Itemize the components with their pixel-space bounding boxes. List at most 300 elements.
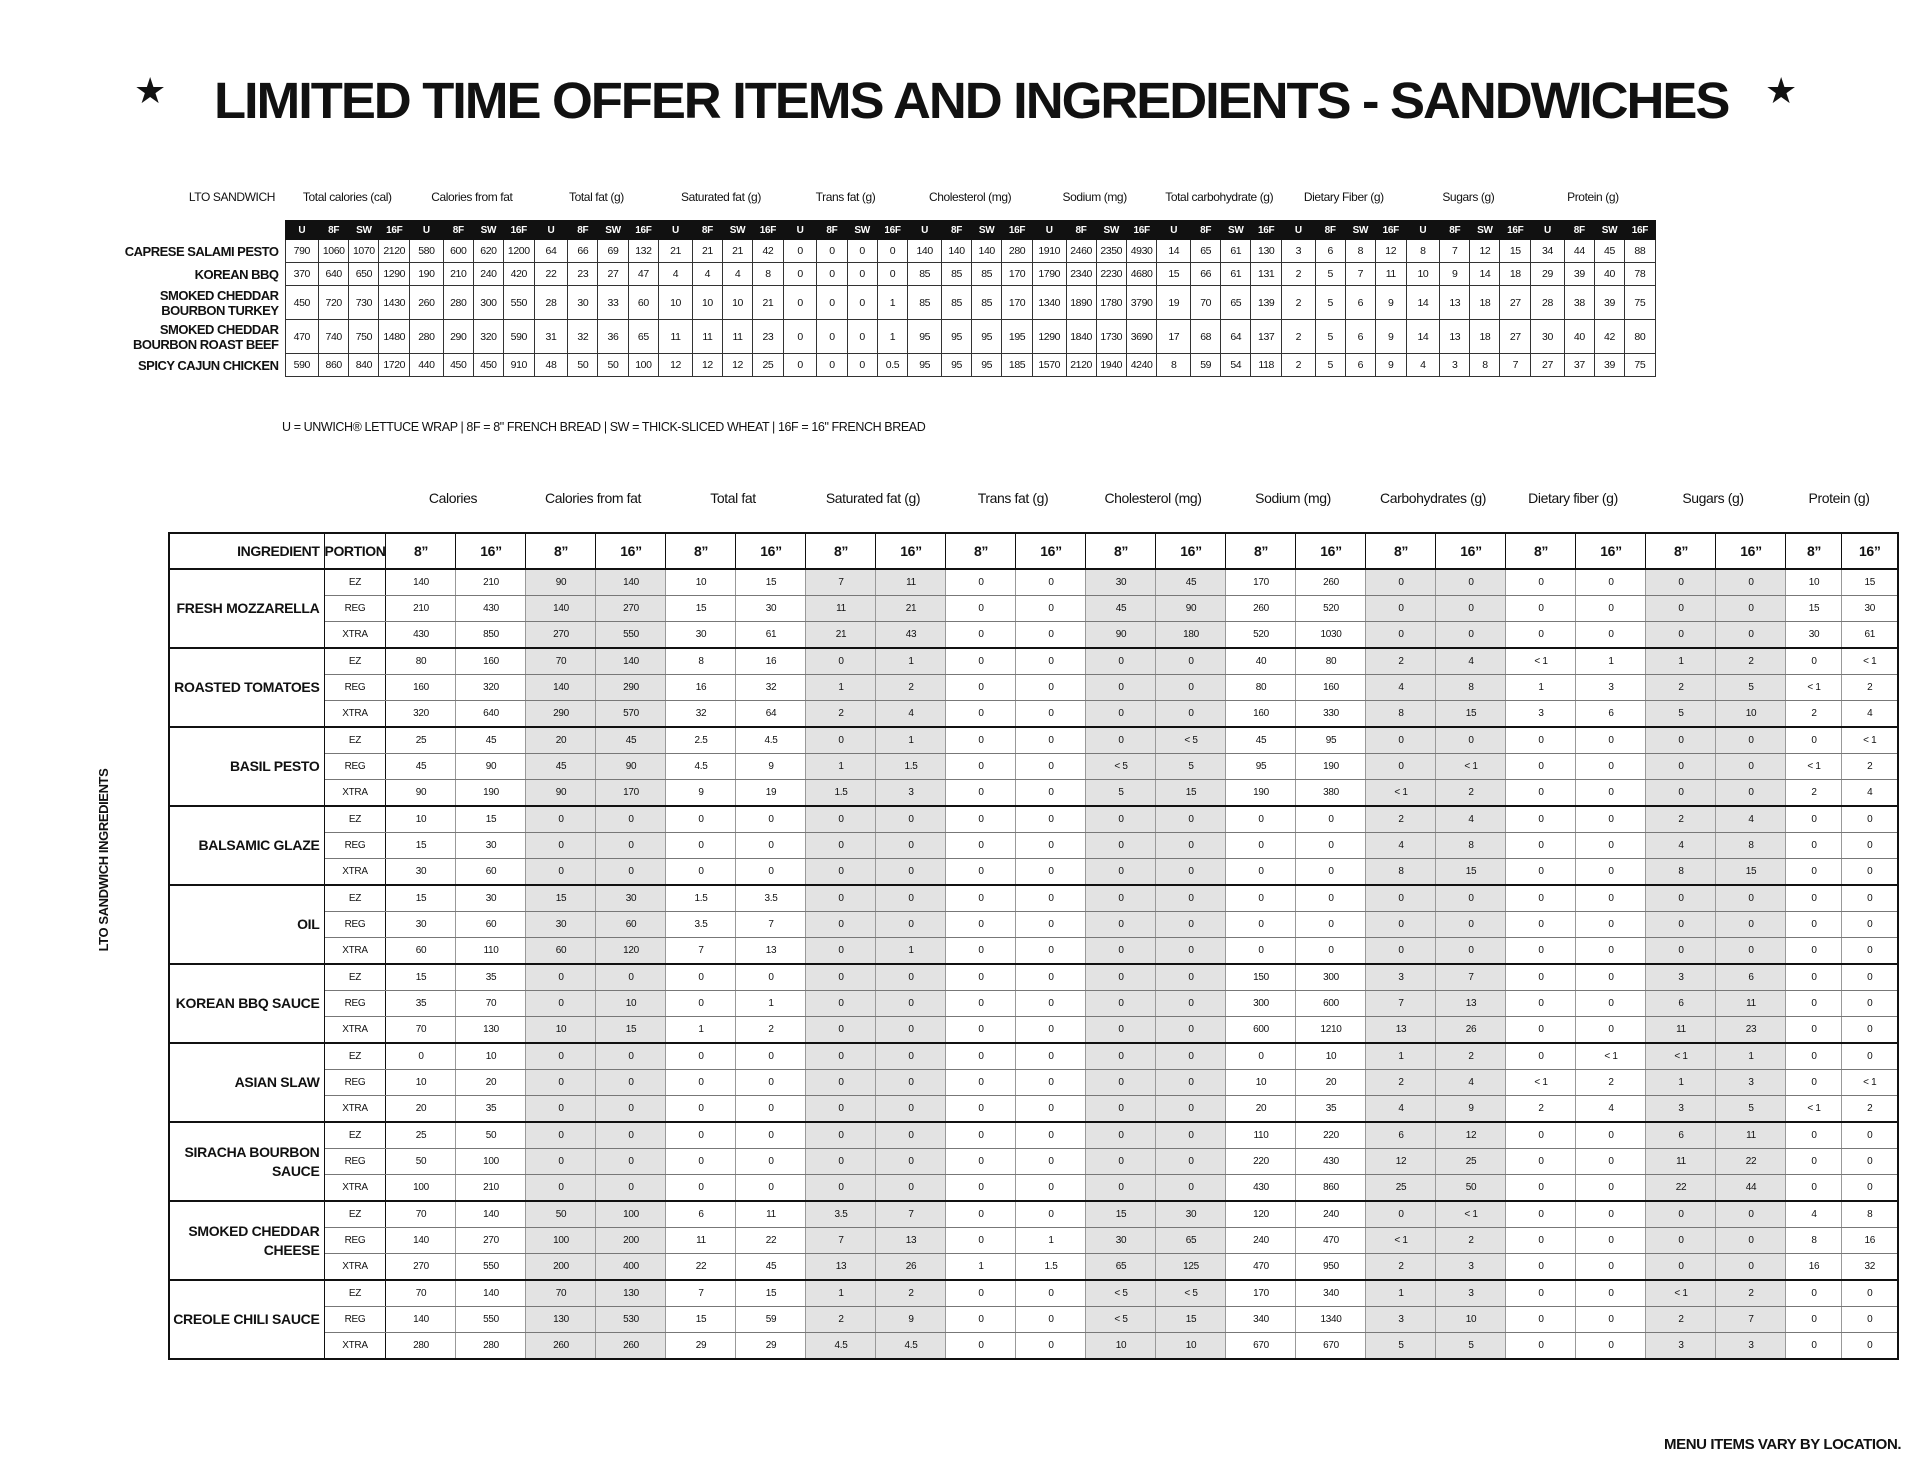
lto-value-cell: 10 xyxy=(659,286,693,320)
nutrient-value-cell: 16 xyxy=(666,675,736,701)
lto-value-cell: 1730 xyxy=(1096,320,1126,354)
ingredient-column-group-headers xyxy=(0,490,1920,510)
lto-value-cell: 640 xyxy=(319,263,349,286)
nutrient-value-cell: 4 xyxy=(1436,648,1506,675)
nutrient-value-cell: 0 xyxy=(1086,648,1156,675)
lto-bread-code: 8F xyxy=(319,221,349,240)
ingredient-row xyxy=(169,938,1898,965)
ingredient-row xyxy=(169,859,1898,886)
lto-value-cell: 280 xyxy=(443,286,473,320)
nutrient-value-cell: 300 xyxy=(1296,964,1366,991)
nutrient-value-cell: 0 xyxy=(806,991,876,1017)
nutrient-value-cell: 190 xyxy=(1296,754,1366,780)
lto-value-cell: 5 xyxy=(1315,320,1345,354)
lto-value-cell: 420 xyxy=(503,263,534,286)
nutrient-value-cell: 160 xyxy=(1226,701,1296,728)
lto-bread-code: 16F xyxy=(877,221,908,240)
nutrient-value-cell: 0 xyxy=(1016,938,1086,965)
nutrient-value-cell: 640 xyxy=(456,701,526,728)
nutrient-value-cell: 0 xyxy=(1016,1175,1086,1202)
nutrient-value-cell: 570 xyxy=(596,701,666,728)
nutrient-value-cell: 320 xyxy=(456,675,526,701)
lto-value-cell: 34 xyxy=(1531,240,1565,263)
nutrient-value-cell: 10 xyxy=(526,1017,596,1044)
nutrient-value-cell: 0 xyxy=(596,1122,666,1149)
nutrient-value-cell: 1.5 xyxy=(666,885,736,912)
nutrient-value-cell: 5 xyxy=(1436,1333,1506,1360)
nutrient-value-cell: 130 xyxy=(596,1280,666,1307)
nutrient-value-cell: 0 xyxy=(1296,885,1366,912)
nutrient-value-cell: 0 xyxy=(806,1017,876,1044)
ingredient-row xyxy=(169,701,1898,728)
nutrient-value-cell: 0 xyxy=(1436,569,1506,596)
nutrient-value-cell: 0 xyxy=(1086,727,1156,754)
nutrient-value-cell: 50 xyxy=(386,1149,456,1175)
nutrient-value-cell: 2 xyxy=(1366,1254,1436,1281)
nutrient-value-cell: 0 xyxy=(946,1017,1016,1044)
portion-cell: XTRA xyxy=(324,938,386,965)
ingredient-group-header: Dietary fiber (g) xyxy=(1528,490,1618,506)
lto-bread-code: SW xyxy=(598,221,628,240)
lto-value-cell: 1570 xyxy=(1032,354,1066,377)
ingredient-row xyxy=(169,1122,1898,1149)
lto-value-cell: 2460 xyxy=(1066,240,1096,263)
nutrient-value-cell: 0 xyxy=(1226,1043,1296,1070)
lto-bread-code: U xyxy=(1531,221,1565,240)
lto-bread-code: 8F xyxy=(1066,221,1096,240)
nutrient-value-cell: 0 xyxy=(526,806,596,833)
nutrient-value-cell: 160 xyxy=(456,648,526,675)
nutrient-value-cell: 0 xyxy=(1576,1254,1646,1281)
lto-value-cell: 14 xyxy=(1406,320,1440,354)
portion-cell: EZ xyxy=(324,1043,386,1070)
nutrient-value-cell: 6 xyxy=(1716,964,1786,991)
lto-value-cell: 720 xyxy=(319,286,349,320)
nutrient-value-cell: 270 xyxy=(526,622,596,649)
nutrient-value-cell: 15 xyxy=(1156,780,1226,807)
nutrient-value-cell: 400 xyxy=(596,1254,666,1281)
nutrient-value-cell: 0 xyxy=(1226,859,1296,886)
nutrient-value-cell: 70 xyxy=(386,1201,456,1228)
nutrient-value-cell: 0 xyxy=(1842,1017,1898,1044)
bread-legend: U = UNWICH® LETTUCE WRAP | 8F = 8" FRENCH BREAD | SW = THICK-SLICED WHEAT | 16F = 16" FRENCH BREAD xyxy=(282,420,926,434)
lto-value-cell: 170 xyxy=(1002,263,1033,286)
nutrient-value-cell: 0 xyxy=(1842,833,1898,859)
lto-bread-code: 8F xyxy=(1564,221,1594,240)
lto-value-cell: 1780 xyxy=(1096,286,1126,320)
nutrient-value-cell: 0 xyxy=(1016,648,1086,675)
portion-cell: EZ xyxy=(324,648,386,675)
ingredient-group-header: Calories from fat xyxy=(545,490,641,506)
nutrient-value-cell: 0 xyxy=(1786,1043,1842,1070)
nutrient-value-cell: 0 xyxy=(526,1043,596,1070)
nutrient-value-cell: 0 xyxy=(1436,622,1506,649)
nutrient-value-cell: 0 xyxy=(1016,1043,1086,1070)
lto-value-cell: 240 xyxy=(473,263,503,286)
side-label: LTO SANDWICH INGREDIENTS xyxy=(96,768,111,952)
nutrient-value-cell: 5 xyxy=(1156,754,1226,780)
nutrient-value-cell: 0 xyxy=(1506,885,1576,912)
lto-value-cell: 29 xyxy=(1531,263,1565,286)
nutrient-value-cell: 0 xyxy=(946,833,1016,859)
lto-bread-code: 8F xyxy=(443,221,473,240)
lto-value-cell: 4240 xyxy=(1126,354,1157,377)
nutrient-value-cell: 0 xyxy=(1786,885,1842,912)
lto-value-cell: 38 xyxy=(1564,286,1594,320)
nutrient-value-cell: 0 xyxy=(1016,1201,1086,1228)
nutrient-value-cell: < 1 xyxy=(1646,1280,1716,1307)
lto-value-cell: 21 xyxy=(722,240,752,263)
lto-value-cell: 36 xyxy=(598,320,628,354)
lto-value-cell: 0 xyxy=(817,320,847,354)
lto-value-cell: 4 xyxy=(659,263,693,286)
ingredient-row xyxy=(169,1017,1898,1044)
nutrient-value-cell: 0 xyxy=(1576,596,1646,622)
lto-value-cell: 750 xyxy=(349,320,379,354)
nutrient-value-cell: 0 xyxy=(806,806,876,833)
lto-value-cell: 28 xyxy=(534,286,568,320)
nutrient-value-cell: 13 xyxy=(1366,1017,1436,1044)
lto-sub-header-row xyxy=(106,221,1655,240)
nutrient-value-cell: 0 xyxy=(1576,1175,1646,1202)
lto-blank-header xyxy=(106,221,285,240)
lto-bread-code: 16F xyxy=(503,221,534,240)
lto-value-cell: 18 xyxy=(1470,286,1500,320)
nutrient-value-cell: 1.5 xyxy=(806,780,876,807)
nutrient-value-cell: 30 xyxy=(736,596,806,622)
nutrient-value-cell: 0 xyxy=(1016,1017,1086,1044)
nutrient-value-cell: 0 xyxy=(666,833,736,859)
nutrient-value-cell: 2 xyxy=(1436,780,1506,807)
lto-sandwich-table xyxy=(106,190,1656,377)
lto-value-cell: 0 xyxy=(783,286,817,320)
nutrient-value-cell: 70 xyxy=(456,991,526,1017)
nutrient-value-cell: 0 xyxy=(1086,938,1156,965)
lto-value-cell: 0 xyxy=(817,240,847,263)
lto-group-header: Total carbohydrate (g) xyxy=(1165,190,1274,204)
nutrient-value-cell: 0 xyxy=(1016,675,1086,701)
ingredient-group-header: Sodium (mg) xyxy=(1255,490,1331,506)
nutrient-value-cell: 0 xyxy=(946,964,1016,991)
size-16-header: 16” xyxy=(1716,533,1786,569)
nutrient-value-cell: 2 xyxy=(876,675,946,701)
nutrient-value-cell: 1 xyxy=(1646,648,1716,675)
lto-value-cell: 19 xyxy=(1157,286,1191,320)
nutrient-value-cell: 40 xyxy=(1226,648,1296,675)
nutrient-value-cell: 0 xyxy=(1436,596,1506,622)
size-8-header: 8” xyxy=(1086,533,1156,569)
nutrient-value-cell: 0 xyxy=(666,1070,736,1096)
lto-value-cell: 85 xyxy=(941,263,971,286)
nutrient-value-cell: 0 xyxy=(1086,912,1156,938)
lto-value-cell: 8 xyxy=(1470,354,1500,377)
lto-value-cell: 66 xyxy=(568,240,598,263)
nutrient-value-cell: 0 xyxy=(876,1017,946,1044)
portion-cell: REG xyxy=(324,1228,386,1254)
ingredient-row xyxy=(169,569,1898,596)
nutrient-value-cell: 4 xyxy=(1842,780,1898,807)
lto-value-cell: 12 xyxy=(1375,240,1406,263)
ingredient-group-header: Protein (g) xyxy=(1808,490,1870,506)
nutrient-value-cell: 0 xyxy=(1086,991,1156,1017)
lto-value-cell: 580 xyxy=(410,240,444,263)
nutrient-value-cell: 45 xyxy=(456,727,526,754)
nutrient-value-cell: 9 xyxy=(666,780,736,807)
nutrient-value-cell: 3.5 xyxy=(736,885,806,912)
nutrient-value-cell: 0 xyxy=(1646,1254,1716,1281)
lto-value-cell: 3690 xyxy=(1126,320,1157,354)
nutrient-value-cell: 0 xyxy=(1156,1175,1226,1202)
nutrient-value-cell: 260 xyxy=(526,1333,596,1360)
size-16-header: 16” xyxy=(1842,533,1898,569)
nutrient-value-cell: 120 xyxy=(596,938,666,965)
nutrient-value-cell: 0 xyxy=(1646,596,1716,622)
size-16-header: 16” xyxy=(736,533,806,569)
lto-value-cell: 9 xyxy=(1375,320,1406,354)
nutrient-value-cell: 0 xyxy=(1576,727,1646,754)
nutrient-value-cell: 0 xyxy=(1016,727,1086,754)
nutrient-value-cell: 550 xyxy=(456,1307,526,1333)
nutrient-value-cell: 4.5 xyxy=(736,727,806,754)
nutrient-value-cell: 7 xyxy=(1716,1307,1786,1333)
lto-value-cell: 17 xyxy=(1157,320,1191,354)
lto-value-cell: 195 xyxy=(1002,320,1033,354)
ingredient-row xyxy=(169,1043,1898,1070)
lto-value-cell: 290 xyxy=(443,320,473,354)
ingredient-row xyxy=(169,1096,1898,1123)
lto-value-cell: 48 xyxy=(534,354,568,377)
nutrient-value-cell: 0 xyxy=(1016,754,1086,780)
lto-value-cell: 85 xyxy=(908,286,942,320)
lto-value-cell: 6 xyxy=(1315,240,1345,263)
nutrient-value-cell: < 1 xyxy=(1506,1070,1576,1096)
nutrient-value-cell: 80 xyxy=(1296,648,1366,675)
nutrient-value-cell: 60 xyxy=(456,859,526,886)
lto-value-cell: 60 xyxy=(628,286,659,320)
star-icon: ★ xyxy=(134,71,167,112)
nutrient-value-cell: 0 xyxy=(1226,806,1296,833)
nutrient-value-cell: 0 xyxy=(876,964,946,991)
nutrient-value-cell: 10 xyxy=(1156,1333,1226,1360)
nutrient-value-cell: 0 xyxy=(1296,833,1366,859)
nutrient-value-cell: 3 xyxy=(1646,964,1716,991)
nutrient-value-cell: 260 xyxy=(1226,596,1296,622)
nutrient-value-cell: 0 xyxy=(1506,622,1576,649)
nutrient-value-cell: 4 xyxy=(1576,1096,1646,1123)
nutrient-value-cell: 0 xyxy=(806,1122,876,1149)
nutrient-value-cell: 0 xyxy=(526,1175,596,1202)
nutrient-value-cell: 0 xyxy=(1786,1280,1842,1307)
lto-value-cell: 64 xyxy=(1221,320,1251,354)
nutrient-value-cell: 35 xyxy=(456,964,526,991)
nutrient-value-cell: 25 xyxy=(1366,1175,1436,1202)
nutrient-value-cell: 0 xyxy=(1436,912,1506,938)
lto-value-cell: 1 xyxy=(877,286,908,320)
nutrient-value-cell: 19 xyxy=(736,780,806,807)
lto-value-cell: 11 xyxy=(1375,263,1406,286)
nutrient-value-cell: 0 xyxy=(1506,596,1576,622)
nutrient-value-cell: 0 xyxy=(1576,1149,1646,1175)
lto-bread-code: 16F xyxy=(1500,221,1531,240)
nutrient-value-cell: 4.5 xyxy=(666,754,736,780)
nutrient-value-cell: 0 xyxy=(1716,1228,1786,1254)
lto-bread-code: 16F xyxy=(1251,221,1282,240)
lto-value-cell: 5 xyxy=(1315,263,1345,286)
nutrient-value-cell: 170 xyxy=(1226,569,1296,596)
nutrient-value-cell: 0 xyxy=(1156,912,1226,938)
nutrient-value-cell: < 1 xyxy=(1436,754,1506,780)
lto-group-header: Sodium (mg) xyxy=(1062,190,1127,204)
nutrient-value-cell: 0 xyxy=(1842,938,1898,965)
nutrient-value-cell: 2 xyxy=(1646,1307,1716,1333)
lto-value-cell: 66 xyxy=(1191,263,1221,286)
lto-value-cell: 550 xyxy=(503,286,534,320)
nutrient-value-cell: 0 xyxy=(1366,754,1436,780)
nutrient-value-cell: 0 xyxy=(1786,1070,1842,1096)
nutrient-value-cell: 0 xyxy=(1716,727,1786,754)
nutrient-value-cell: 30 xyxy=(1156,1201,1226,1228)
portion-cell: EZ xyxy=(324,727,386,754)
nutrient-value-cell: 0 xyxy=(806,938,876,965)
nutrient-value-cell: 860 xyxy=(1296,1175,1366,1202)
lto-value-cell: 2 xyxy=(1282,263,1316,286)
nutrient-value-cell: 0 xyxy=(806,1096,876,1123)
nutrient-value-cell: 0 xyxy=(1016,701,1086,728)
nutrient-value-cell: < 1 xyxy=(1786,675,1842,701)
nutrient-value-cell: 1 xyxy=(666,1017,736,1044)
nutrient-value-cell: 180 xyxy=(1156,622,1226,649)
nutrient-value-cell: 0 xyxy=(806,727,876,754)
nutrient-value-cell: 0 xyxy=(1156,833,1226,859)
nutrient-value-cell: 0 xyxy=(806,885,876,912)
lto-bread-code: 16F xyxy=(1625,221,1656,240)
lto-bread-code: U xyxy=(1406,221,1440,240)
portion-cell: EZ xyxy=(324,964,386,991)
nutrient-value-cell: 0 xyxy=(1576,991,1646,1017)
nutrient-value-cell: 15 xyxy=(1842,569,1898,596)
nutrient-value-cell: 240 xyxy=(1296,1201,1366,1228)
lto-value-cell: 65 xyxy=(1221,286,1251,320)
nutrient-value-cell: 190 xyxy=(1226,780,1296,807)
nutrient-value-cell: 4 xyxy=(1366,833,1436,859)
portion-cell: REG xyxy=(324,991,386,1017)
nutrient-value-cell: 0 xyxy=(1576,1122,1646,1149)
nutrient-value-cell: 210 xyxy=(456,569,526,596)
nutrient-value-cell: 520 xyxy=(1226,622,1296,649)
nutrient-value-cell: 3.5 xyxy=(666,912,736,938)
nutrient-value-cell: 1 xyxy=(1366,1043,1436,1070)
ingredient-row xyxy=(169,596,1898,622)
nutrient-value-cell: 0 xyxy=(1016,569,1086,596)
lto-value-cell: 88 xyxy=(1625,240,1656,263)
nutrient-value-cell: 0 xyxy=(666,1122,736,1149)
nutrient-value-cell: 70 xyxy=(386,1017,456,1044)
ingredient-row xyxy=(169,1175,1898,1202)
lto-group-header-row xyxy=(106,190,1655,221)
nutrient-value-cell: 7 xyxy=(736,912,806,938)
size-16-header: 16” xyxy=(1436,533,1506,569)
nutrient-value-cell: 2 xyxy=(806,701,876,728)
lto-value-cell: 39 xyxy=(1594,286,1624,320)
nutrient-value-cell: 90 xyxy=(386,780,456,807)
nutrient-value-cell: 0 xyxy=(666,806,736,833)
lto-value-cell: 18 xyxy=(1470,320,1500,354)
nutrient-value-cell: 0 xyxy=(526,991,596,1017)
size-8-header: 8” xyxy=(946,533,1016,569)
lto-value-cell: 21 xyxy=(692,240,722,263)
nutrient-value-cell: 0 xyxy=(946,1070,1016,1096)
nutrient-value-cell: 0 xyxy=(736,859,806,886)
nutrient-value-cell: 0 xyxy=(1842,885,1898,912)
nutrient-value-cell: 0 xyxy=(596,859,666,886)
nutrient-value-cell: 0 xyxy=(1366,885,1436,912)
nutrient-value-cell: 65 xyxy=(1156,1228,1226,1254)
portion-cell: XTRA xyxy=(324,1096,386,1123)
lto-value-cell: 10 xyxy=(1406,263,1440,286)
lto-value-cell: 13 xyxy=(1440,320,1470,354)
lto-group-header: Total fat (g) xyxy=(568,190,624,204)
lto-bread-code: U xyxy=(1157,221,1191,240)
lto-value-cell: 39 xyxy=(1594,354,1624,377)
lto-value-cell: 1720 xyxy=(379,354,410,377)
ingredient-name: OIL xyxy=(169,885,324,964)
nutrient-value-cell: 200 xyxy=(526,1254,596,1281)
nutrient-value-cell: 2 xyxy=(1366,648,1436,675)
nutrient-value-cell: 4 xyxy=(876,701,946,728)
lto-value-cell: 45 xyxy=(1594,240,1624,263)
lto-bread-code: 8F xyxy=(692,221,722,240)
nutrient-value-cell: 4 xyxy=(1366,675,1436,701)
nutrient-value-cell: 2 xyxy=(806,1307,876,1333)
nutrient-value-cell: 0 xyxy=(946,569,1016,596)
portion-cell: XTRA xyxy=(324,1017,386,1044)
portion-cell: REG xyxy=(324,596,386,622)
nutrient-value-cell: 220 xyxy=(1296,1122,1366,1149)
lto-value-cell: 450 xyxy=(443,354,473,377)
nutrient-value-cell: 12 xyxy=(1366,1149,1436,1175)
size-16-header: 16” xyxy=(1016,533,1086,569)
nutrient-value-cell: 0 xyxy=(1226,938,1296,965)
nutrient-value-cell: 4 xyxy=(1716,806,1786,833)
lto-bread-code: 16F xyxy=(1002,221,1033,240)
nutrient-value-cell: 240 xyxy=(1226,1228,1296,1254)
ingredient-name: FRESH MOZZARELLA xyxy=(169,569,324,648)
nutrient-value-cell: 0 xyxy=(596,1096,666,1123)
lto-value-cell: 12 xyxy=(1470,240,1500,263)
lto-value-cell: 25 xyxy=(753,354,784,377)
lto-value-cell: 12 xyxy=(659,354,693,377)
nutrient-value-cell: 0 xyxy=(526,1070,596,1096)
nutrient-value-cell: 0 xyxy=(1156,1070,1226,1096)
nutrient-value-cell: 120 xyxy=(1226,1201,1296,1228)
lto-bread-code: U xyxy=(534,221,568,240)
nutrient-value-cell: 290 xyxy=(526,701,596,728)
nutrient-value-cell: 0 xyxy=(386,1043,456,1070)
nutrient-value-cell: 1 xyxy=(1366,1280,1436,1307)
nutrient-value-cell: 0 xyxy=(1786,1333,1842,1360)
nutrient-value-cell: 32 xyxy=(1842,1254,1898,1281)
lto-sandwich-name: KOREAN BBQ xyxy=(194,266,279,282)
nutrient-value-cell: 0 xyxy=(1506,1149,1576,1175)
lto-value-cell: 0 xyxy=(847,240,877,263)
portion-cell: REG xyxy=(324,1149,386,1175)
nutrient-value-cell: 8 xyxy=(1786,1228,1842,1254)
nutrient-value-cell: 0 xyxy=(526,1096,596,1123)
lto-value-cell: 131 xyxy=(1251,263,1282,286)
lto-value-cell: 1790 xyxy=(1032,263,1066,286)
portion-cell: XTRA xyxy=(324,1333,386,1360)
lto-value-cell: 650 xyxy=(349,263,379,286)
